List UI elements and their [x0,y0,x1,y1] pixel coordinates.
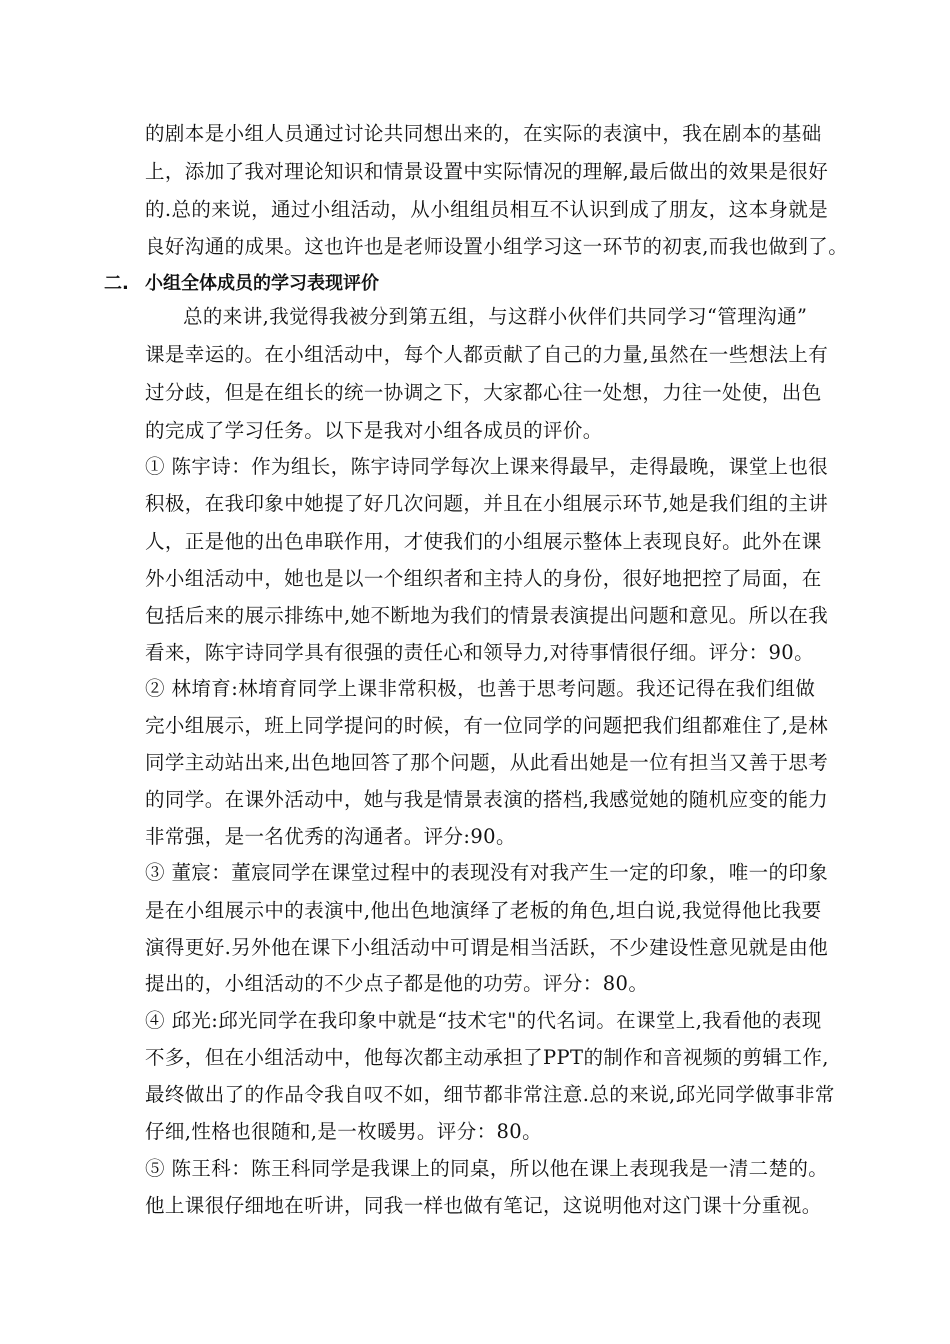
member-evaluation-line: 是在小组展示中的表演中,他出色地演绎了老板的角色,坦白说,我觉得他比我要 [145,899,822,922]
member-evaluation-line: 看来，陈宇诗同学具有很强的责任心和领导力,对待事情很仔细。评分：90。 [145,641,815,664]
member-evaluation-line: 外小组活动中，她也是以一个组织者和主持人的身份，很好地把控了局面，在 [145,567,822,590]
section-title: 小组全体成员的学习表现评价 [145,273,379,294]
member-evaluation-line: 提出的，小组活动的不少点子都是他的功劳。评分：80。 [145,972,649,995]
member-evaluation-line: 演得更好.另外他在课下小组活动中可谓是相当活跃，不少建设性意见就是由他 [145,936,829,959]
section-heading [104,272,816,296]
summary-line: 总的来讲,我觉得我被分到第五组，与这群小伙伴们共同学习“管理沟通” [183,305,808,328]
member-evaluation-line: 不多，但在小组活动中，他每次都主动承担了PPT的制作和音视频的剪辑工作, [145,1046,829,1069]
member-evaluation-line: 同学主动站出来,出色地回答了那个问题，从此看出她是一位有担当又善于思考 [145,751,829,774]
intro-line: 的剧本是小组人员通过讨论共同想出来的，在实际的表演中，我在剧本的基础 [145,122,822,145]
member-evaluation-line: 他上课很仔细地在听讲，同我一样也做有笔记，这说明他对这门课十分重视。 [145,1194,822,1217]
member-evaluation-line: ④ 邱光:邱光同学在我印象中就是“技术宅"的代名词。在课堂上,我看他的表现 [145,1009,822,1032]
intro-line: 良好沟通的成果。这也许也是老师设置小组学习这一环节的初衷,而我也做到了。 [145,235,849,258]
member-evaluation-line: 积极，在我印象中她提了好几次问题，并且在小组展示环节,她是我们组的主讲 [145,492,829,515]
member-evaluation-line: 完小组展示，班上同学提问的时候，有一位同学的问题把我们组都难住了,是林 [145,714,829,737]
member-evaluation-line: 仔细,性格也很随和,是一枚暖男。评分：80。 [145,1120,543,1143]
member-evaluation-line: 人，正是他的出色串联作用，才使我们的小组展示整体上表现良好。此外在课 [145,530,822,553]
summary-line: 课是幸运的。在小组活动中，每个人都贡献了自己的力量,虽然在一些想法上有 [145,343,829,366]
member-evaluation-line: ① 陈宇诗：作为组长，陈宇诗同学每次上课来得最早，走得最晚，课堂上也很 [145,455,829,478]
intro-line: 的.总的来说，通过小组活动，从小组组员相互不认识到成了朋友，这本身就是 [145,198,829,221]
member-evaluation-line: 的同学。在课外活动中，她与我是情景表演的搭档,我感觉她的随机应变的能力 [145,788,829,811]
member-evaluation-line: 非常强，是一名优秀的沟通者。评分:90。 [145,825,516,848]
member-evaluation-line: ③ 董宸：董宸同学在课堂过程中的表现没有对我产生一定的印象，唯一的印象 [145,861,829,884]
member-evaluation-line: ⑤ 陈王科：陈王科同学是我课上的同桌，所以他在课上表现我是一清二楚的。 [145,1157,829,1180]
member-evaluation-line: 最终做出了的作品令我自叹不如，细节都非常注意.总的来说,邱光同学做事非常 [145,1083,835,1106]
section-number: 二. [104,273,129,294]
member-evaluation-line: ② 林堉育:林堉育同学上课非常积极，也善于思考问题。我还记得在我们组做 [145,677,816,700]
summary-line: 过分歧，但是在组长的统一协调之下，大家都心往一处想，力往一处使，出色 [145,381,822,404]
member-evaluation-line: 包括后来的展示排练中,她不断地为我们的情景表演提出问题和意见。所以在我 [145,604,829,627]
summary-line: 的完成了学习任务。以下是我对小组各成员的评价。 [145,419,603,442]
intro-line: 上，添加了我对理论知识和情景设置中实际情况的理解,最后做出的效果是很好 [145,160,829,183]
